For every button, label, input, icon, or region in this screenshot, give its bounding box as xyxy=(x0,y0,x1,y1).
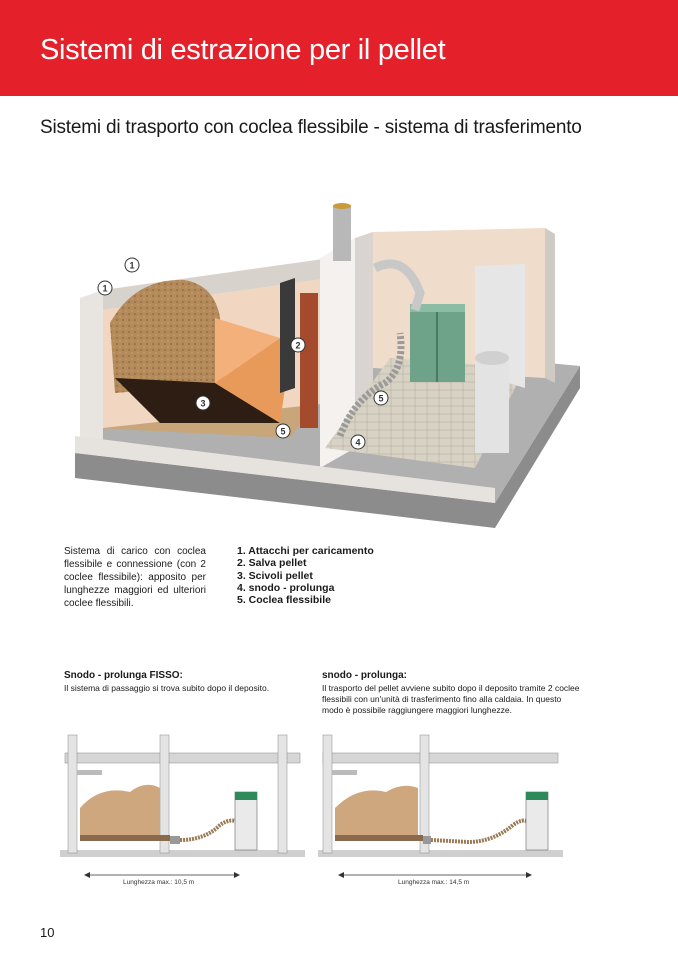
marker-3: 3 xyxy=(200,398,206,409)
section-subtitle: Sistemi di trasporto con coclea flessibile - sistema di trasferimento xyxy=(40,117,582,138)
legend-item: 2. Salva pellet xyxy=(237,557,307,570)
section-text-transfer: Il trasporto del pellet avviene subito dopo il deposito tramite 2 coclee flessibili con un'unità di trasferimento fino alla caldaia. In questo modo è possibile raggiungere maggiori lunghezze. xyxy=(322,683,580,715)
marker-1b: 1 xyxy=(102,283,108,294)
measure-label-transfer: Lunghezza max.: 14,5 m xyxy=(398,879,470,886)
marker-5b: 5 xyxy=(378,393,384,404)
legend-item: 1. Attacchi per caricamento xyxy=(237,545,374,557)
page-title: Sistemi di estrazione per il pellet xyxy=(40,34,446,66)
marker-4: 4 xyxy=(355,437,361,448)
header-bar xyxy=(0,0,678,96)
legend-item: 4. snodo - prolunga xyxy=(237,581,335,594)
legend-item: 5. Coclea flessibile xyxy=(237,594,331,607)
section-text-fixed: Il sistema di passaggio si trova subito dopo il deposito. xyxy=(64,683,270,693)
diagram-fixed-extension xyxy=(60,730,305,885)
measure-label-fixed: Lunghezza max.: 10,5 m xyxy=(123,879,195,886)
section-title-fixed: Snodo - prolunga FISSO: xyxy=(64,670,183,681)
storage-room-illustration xyxy=(55,198,595,543)
legend-list xyxy=(237,545,374,606)
marker-2: 2 xyxy=(295,340,301,351)
marker-1a: 1 xyxy=(129,260,135,271)
illustration-caption: Sistema di carico con coclea flessibile e connessione (con 2 coclee flessibile): apposito per lunghezze maggiori ed ulteriori coclee flessibili. xyxy=(64,546,206,609)
section-title-transfer: snodo - prolunga: xyxy=(322,670,407,681)
diagram-transfer-extension xyxy=(318,730,563,885)
page-number: 10 xyxy=(40,925,55,940)
legend-item: 3. Scivoli pellet xyxy=(237,569,313,582)
marker-5a: 5 xyxy=(280,426,286,437)
